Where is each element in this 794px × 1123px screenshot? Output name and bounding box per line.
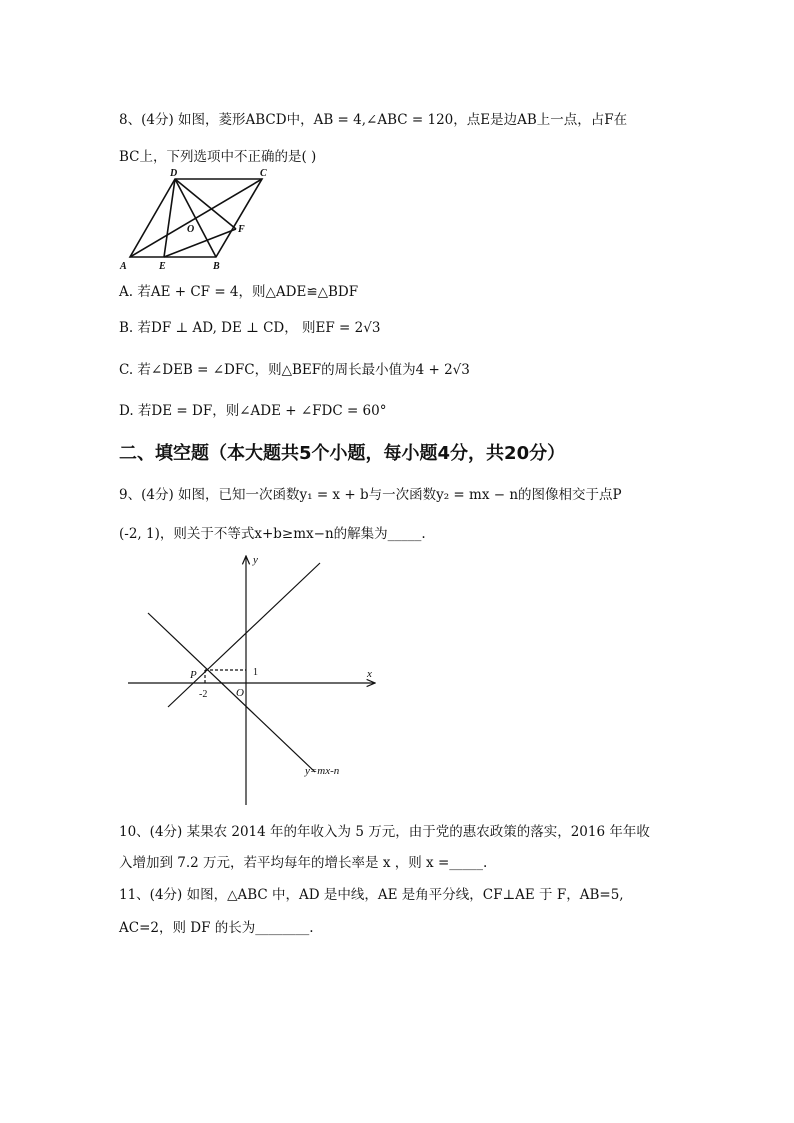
label-B: B <box>213 261 220 272</box>
label-O: O <box>187 224 195 235</box>
rhombus-figure <box>118 168 288 272</box>
linear-function-graph <box>120 550 380 810</box>
q9-stem-line1: 9、(4分) 如图，已知一次函数y₁ = x + b与一次函数y₂ = mx − n的图像相交于点P <box>119 487 622 503</box>
q8-option-b: B. 若DF ⊥ AD, DE ⊥ CD， 则EF = 2√3 <box>119 320 381 336</box>
q11-stem-line2: AC=2，则 DF 的长为________. <box>119 920 314 936</box>
q8-option-a: A. 若AE + CF = 4，则△ADE≌△BDF <box>119 284 359 300</box>
q8-stem-line1: 8、(4分) 如图，菱形ABCD中，AB = 4,∠ABC = 120，点E是边AB上一点，占F在 <box>119 112 628 128</box>
label-D: D <box>170 168 178 179</box>
y-axis-label: y <box>253 554 258 566</box>
label-F: F <box>238 224 245 235</box>
q8-stem-line2: BC上，下列选项中不正确的是( ) <box>119 149 317 165</box>
label-C: C <box>260 168 267 179</box>
section-title: 二、填空题（本大题共5个小题，每小题4分，共20分） <box>119 443 566 464</box>
q11-stem-line1: 11、(4分) 如图，△ABC 中，AD 是中线，AE 是角平分线，CF⊥AE 于 F，AB=5, <box>119 887 624 903</box>
line-y2 <box>148 613 315 772</box>
line-y1 <box>168 563 320 707</box>
q10-stem-line1: 10、(4分) 某果农 2014 年的年收入为 5 万元，由于党的惠农政策的落实，2016 年年收 <box>119 824 650 840</box>
point-P-label: P <box>190 669 197 681</box>
q8-option-d: D. 若DE = DF，则∠ADE + ∠FDC = 60° <box>119 403 387 419</box>
label-E: E <box>159 261 166 272</box>
tick-1-label: 1 <box>253 667 258 678</box>
line-y2-label: y=mx-n <box>305 765 340 777</box>
origin-label: O <box>236 687 244 699</box>
q8-option-c: C. 若∠DEB = ∠DFC，则△BEF的周长最小值为4 + 2√3 <box>119 362 470 378</box>
x-axis-label: x <box>367 668 372 680</box>
q10-stem-line2: 入增加到 7.2 万元，若平均每年的增长率是 x ，则 x =_____. <box>119 855 488 871</box>
q9-stem-line2: (-2, 1)，则关于不等式x+b≥mx−n的解集为_____. <box>119 526 426 542</box>
label-A: A <box>120 261 127 272</box>
tick-minus2-label: -2 <box>199 689 208 700</box>
